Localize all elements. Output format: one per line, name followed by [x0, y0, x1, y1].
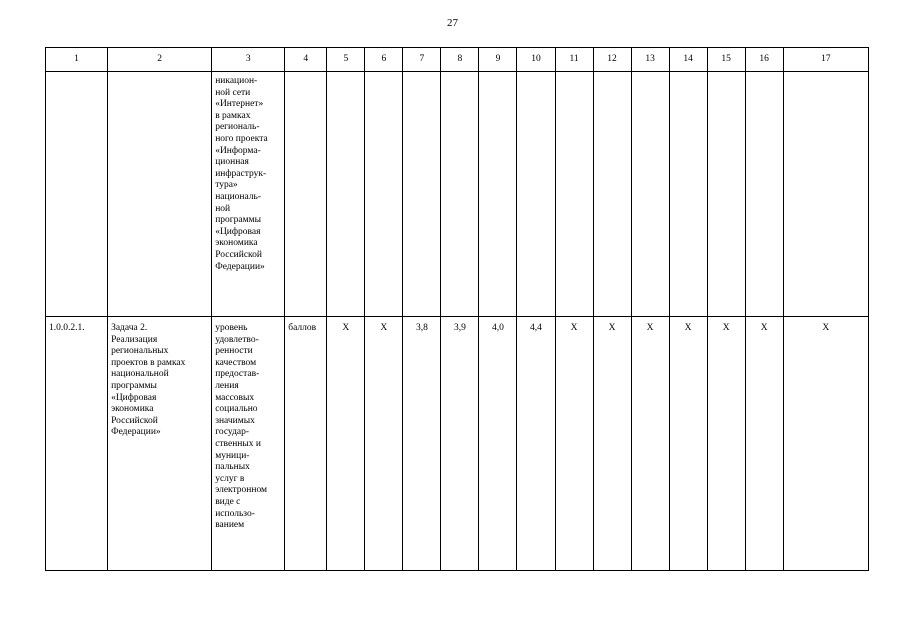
value-cell [593, 72, 631, 317]
header-cell: 16 [745, 48, 783, 72]
header-cell: 15 [707, 48, 745, 72]
indicator-cell: никацион- ной сети «Интернет» в рамках региональ- ного проекта «Информа- ционная инфраструк- тура» националь- ной программы «Цифровая экономика Российской Федерации» [212, 72, 285, 317]
value-cell: 3,9 [441, 317, 479, 571]
value-cell: Х [555, 317, 593, 571]
header-cell: 10 [517, 48, 555, 72]
header-cell: 11 [555, 48, 593, 72]
header-cell: 9 [479, 48, 517, 72]
value-cell [707, 72, 745, 317]
value-cell [555, 72, 593, 317]
header-cell: 6 [365, 48, 403, 72]
unit-cell [285, 72, 327, 317]
task-cell [108, 72, 212, 317]
header-cell: 8 [441, 48, 479, 72]
header-cell: 14 [669, 48, 707, 72]
value-cell: Х [327, 317, 365, 571]
header-cell: 7 [403, 48, 441, 72]
header-cell: 2 [108, 48, 212, 72]
value-cell [479, 72, 517, 317]
value-cell [441, 72, 479, 317]
table-row [46, 317, 869, 571]
header-cell: 5 [327, 48, 365, 72]
code-cell: 1.0.0.2.1. [46, 317, 108, 571]
task-cell: Задача 2. Реализация региональных проектов в рамках национальной программы «Цифровая экономика Российской Федерации» [108, 317, 212, 571]
value-cell [669, 72, 707, 317]
header-cell: 12 [593, 48, 631, 72]
page-number: 27 [447, 17, 458, 29]
value-cell: Х [745, 317, 783, 571]
header-cell: 3 [212, 48, 285, 72]
value-cell: 4,0 [479, 317, 517, 571]
indicator-cell: уровень удовлетво- ренности качеством предостав- ления массовых социально значимых государ- ственных и муници- пальных услуг в электронном виде с использо- ванием [212, 317, 285, 571]
value-cell: Х [669, 317, 707, 571]
table-header-row [46, 48, 869, 72]
value-cell: Х [783, 317, 868, 571]
value-cell [745, 72, 783, 317]
header-cell: 13 [631, 48, 669, 72]
value-cell: Х [365, 317, 403, 571]
value-cell [365, 72, 403, 317]
table-row [46, 72, 869, 317]
value-cell [631, 72, 669, 317]
indicators-table [45, 47, 869, 571]
header-cell: 1 [46, 48, 108, 72]
value-cell: 3,8 [403, 317, 441, 571]
value-cell: 4,4 [517, 317, 555, 571]
value-cell [517, 72, 555, 317]
value-cell: Х [707, 317, 745, 571]
value-cell: Х [593, 317, 631, 571]
value-cell [327, 72, 365, 317]
value-cell [403, 72, 441, 317]
value-cell [783, 72, 868, 317]
value-cell: Х [631, 317, 669, 571]
header-cell: 17 [783, 48, 868, 72]
code-cell [46, 72, 108, 317]
header-cell: 4 [285, 48, 327, 72]
unit-cell: баллов [285, 317, 327, 571]
